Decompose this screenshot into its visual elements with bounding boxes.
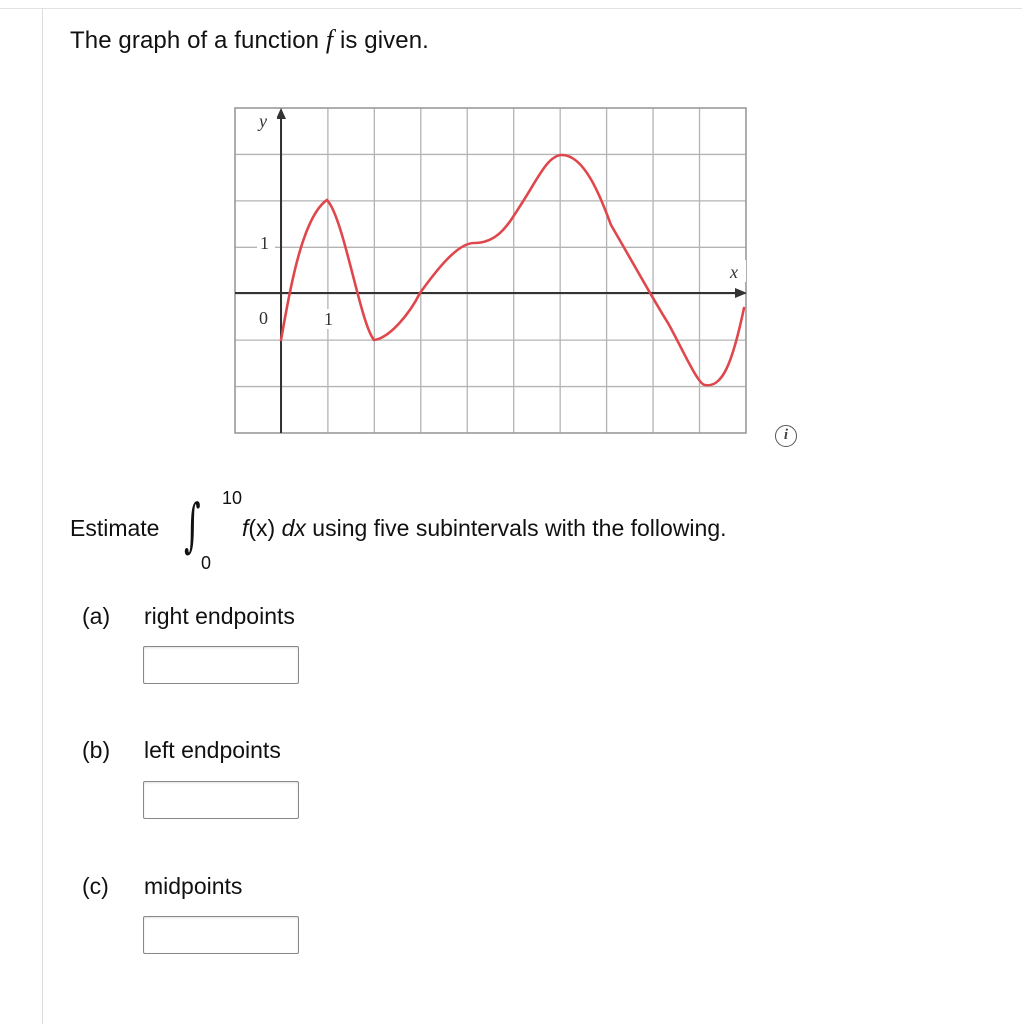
- left-divider: [42, 8, 43, 1024]
- part-b-letter: (b): [82, 737, 111, 763]
- part-a-letter: (a): [82, 603, 111, 629]
- y-tick-label-1: 1: [260, 233, 269, 253]
- origin-label: 0: [259, 308, 268, 328]
- part-b-answer-input[interactable]: [143, 781, 299, 819]
- part-a-answer-input[interactable]: [143, 646, 299, 684]
- part-a-label: [82, 603, 295, 630]
- integrand-argument: (x): [248, 515, 276, 541]
- integral-sign-icon: ∫: [184, 491, 201, 559]
- integrand-function: f: [242, 515, 249, 541]
- question-remainder: using five subintervals with the following.: [305, 515, 727, 541]
- part-c-letter: (c): [82, 873, 109, 899]
- y-axis-label: y: [259, 111, 267, 131]
- y-axis-arrow: [276, 108, 286, 119]
- x-tick-label-1: 1: [324, 309, 333, 329]
- function-graph: [230, 103, 750, 438]
- integral-lower-limit: 0: [201, 553, 212, 573]
- prompt-text-before: The graph of a function: [70, 27, 326, 54]
- estimate-label: Estimate: [70, 515, 160, 541]
- x-axis-arrow: [735, 288, 747, 298]
- question-line: [70, 490, 1010, 580]
- part-c-answer-input[interactable]: [143, 916, 299, 954]
- part-b-text: left endpoints: [144, 737, 281, 763]
- function-curve: [281, 155, 744, 385]
- problem-prompt: [70, 25, 429, 55]
- integral-upper-limit: 10: [222, 488, 243, 508]
- part-c-label: [82, 873, 242, 900]
- part-b-label: [82, 737, 281, 764]
- prompt-text-after: is given.: [333, 27, 429, 54]
- part-c-text: midpoints: [144, 873, 243, 899]
- integrand-dx: dx: [281, 515, 306, 541]
- part-a-text: right endpoints: [144, 603, 295, 629]
- info-icon[interactable]: i: [775, 425, 797, 447]
- graph-frame: [235, 108, 746, 433]
- prompt-function-name: f: [325, 25, 334, 54]
- graph-grid: [235, 108, 746, 433]
- integrand-text: [242, 515, 727, 542]
- top-divider: [0, 8, 1022, 9]
- x-axis-label: x: [730, 262, 738, 282]
